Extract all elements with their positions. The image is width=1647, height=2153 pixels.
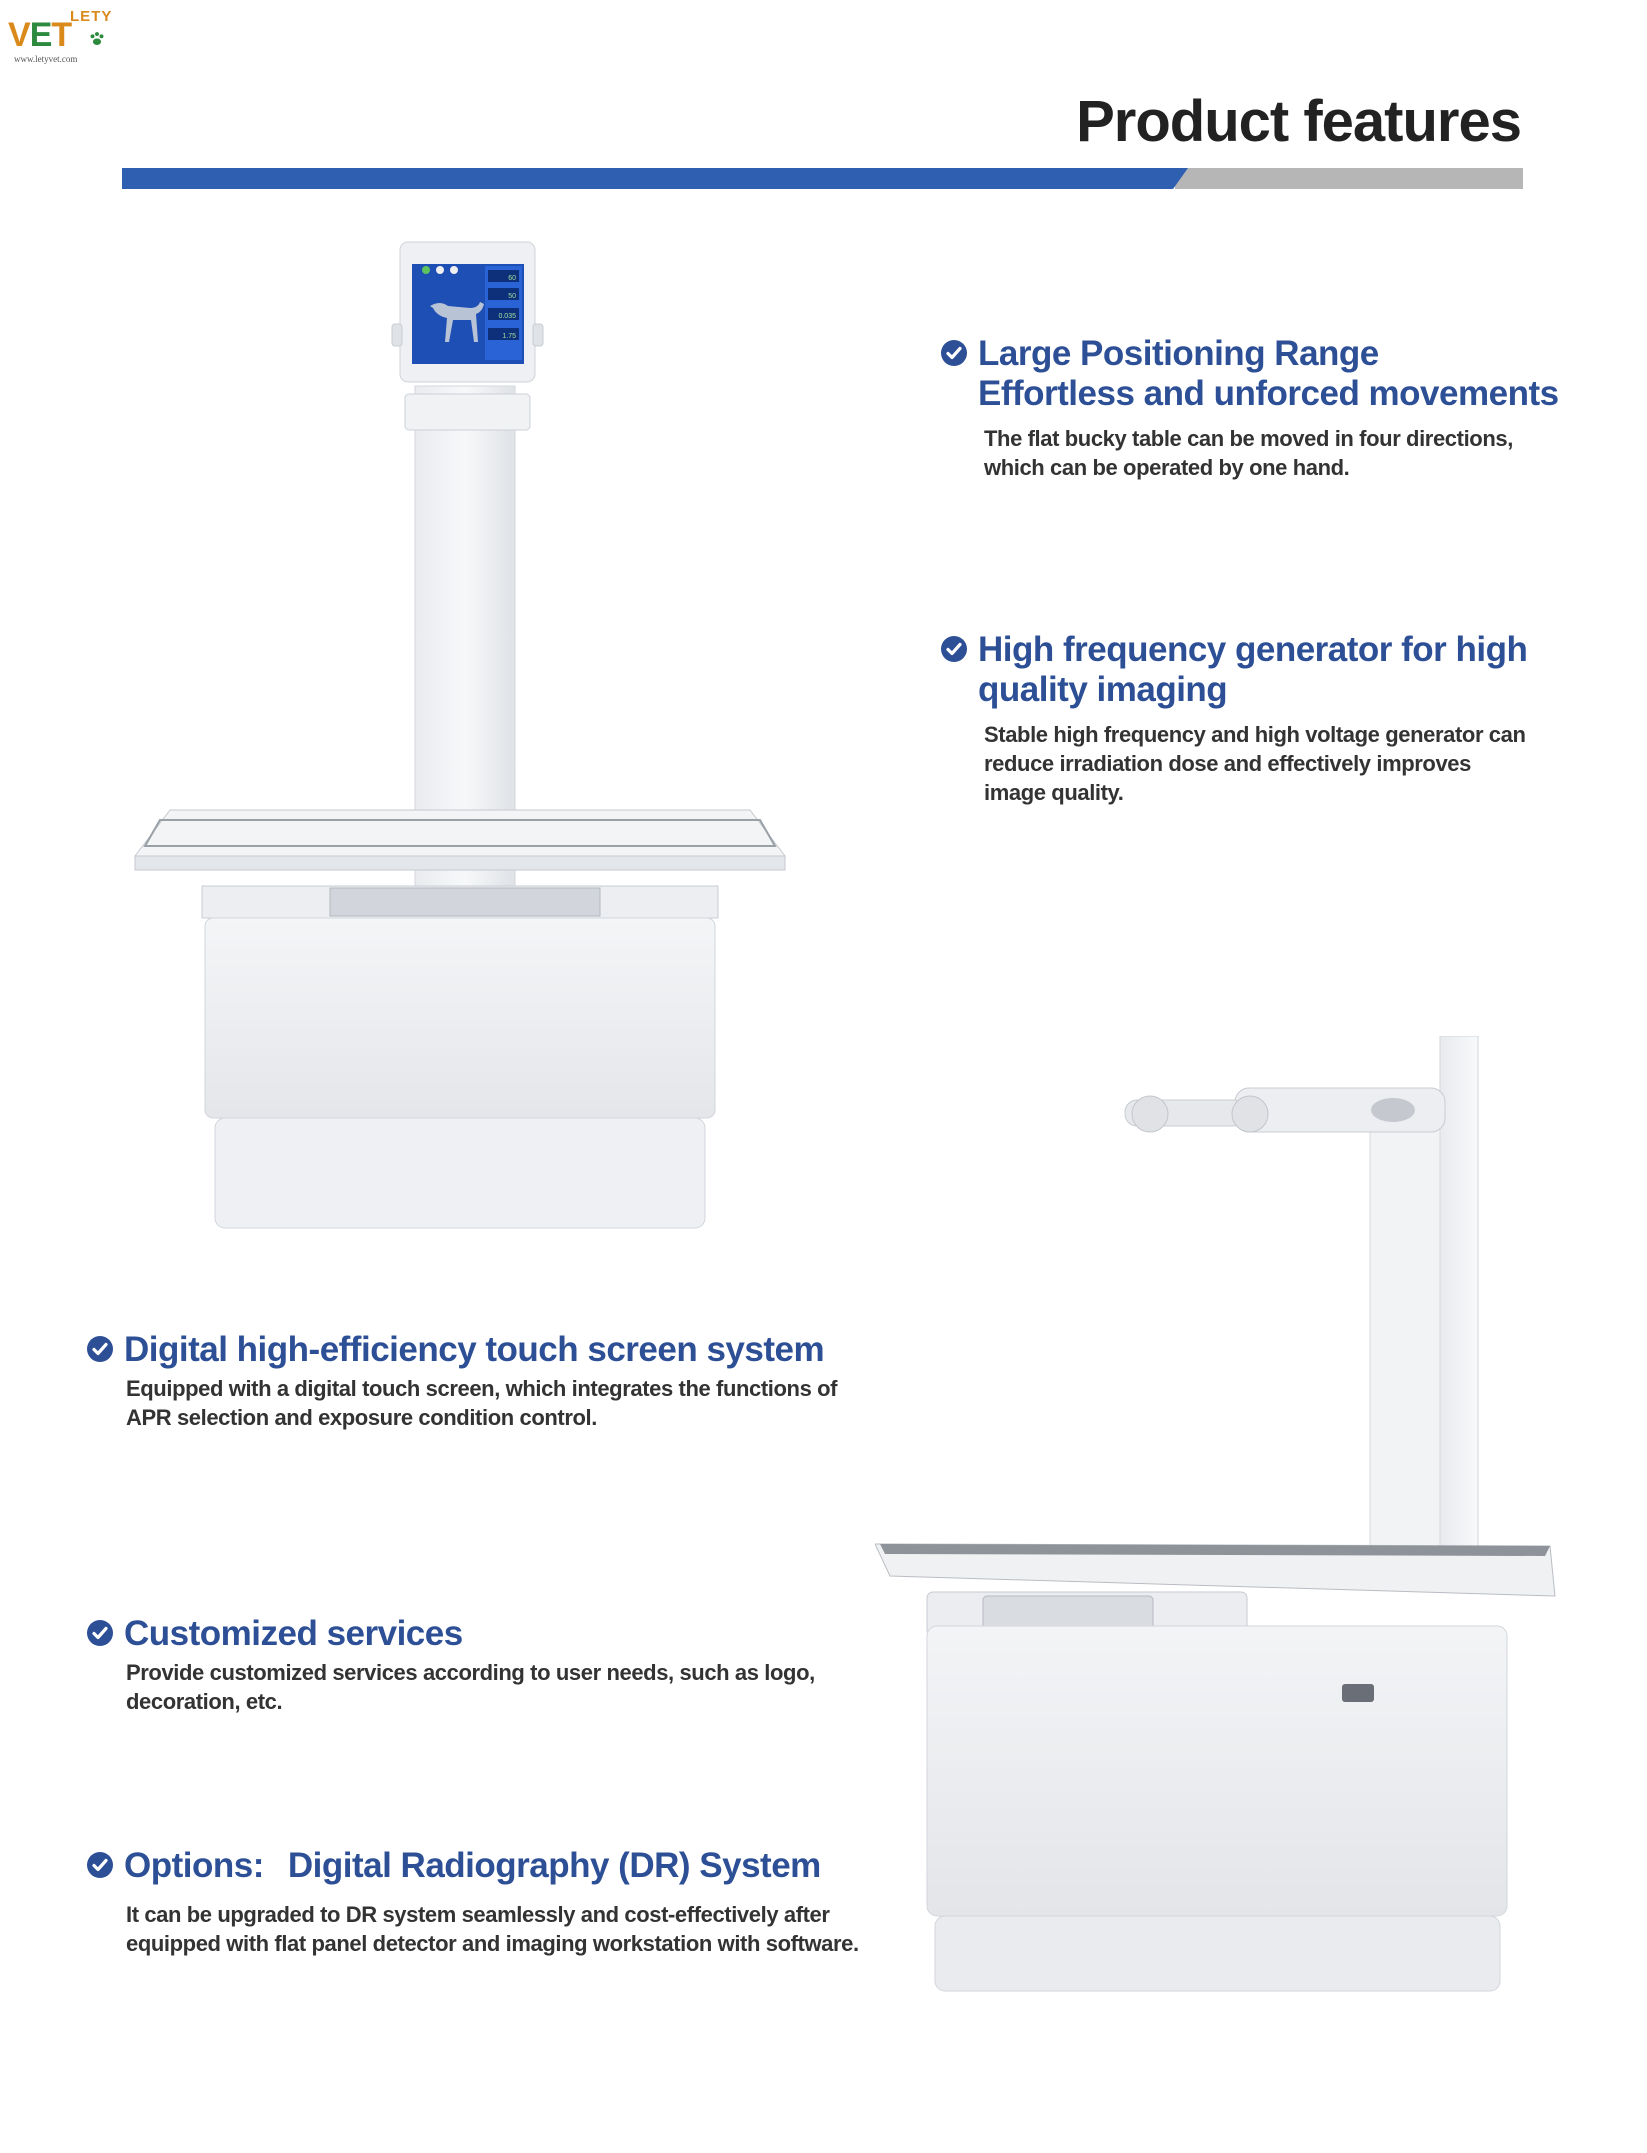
screen-value-4: 1.75	[502, 333, 516, 340]
feature-description: Stable high frequency and high voltage generator can reduce irradiation dose and effectively improves image quality.	[984, 722, 1526, 805]
check-circle-icon	[86, 1335, 114, 1363]
feature-description: Equipped with a digital touch screen, which integrates the functions of APR selection and exposure condition control.	[126, 1376, 838, 1430]
paw-icon	[88, 30, 106, 48]
feature-title: High frequency generator for high quality imaging	[978, 630, 1528, 709]
feature-title: Options: Digital Radiography (DR) System	[124, 1846, 821, 1885]
screen-value-3: 0.035	[498, 313, 516, 320]
check-circle-icon	[940, 635, 968, 663]
title-underline-gray	[1175, 168, 1523, 189]
feature-title: Large Positioning Range Effortless and unforced movements	[978, 334, 1559, 413]
feature-large-positioning-range	[940, 334, 1559, 482]
screen-value-2: 50	[508, 293, 516, 300]
feature-description: It can be upgraded to DR system seamlessly and cost-effectively after equipped with flat panel detector and imaging workstation with software.	[126, 1902, 859, 1956]
title-underline-blue	[122, 168, 1188, 189]
feature-title: Customized services	[124, 1614, 463, 1653]
screen-value-1: 60	[508, 275, 516, 282]
feature-high-frequency-generator	[940, 630, 1527, 807]
logo-top-text: LETY	[70, 8, 113, 25]
xray-table-vertical-illustration	[130, 236, 790, 1246]
xray-table-arm-illustration	[875, 1036, 1565, 1996]
logo-url: www.letyvet.com	[14, 54, 78, 64]
feature-customized-services	[86, 1614, 815, 1716]
logo-main-text: VET	[8, 16, 72, 54]
check-circle-icon	[86, 1851, 114, 1879]
feature-dr-system-option	[86, 1846, 859, 1958]
page-title: Product features	[1076, 89, 1521, 154]
check-circle-icon	[940, 339, 968, 367]
check-circle-icon	[86, 1619, 114, 1647]
feature-description: The flat bucky table can be moved in four directions, which can be operated by one hand.	[984, 426, 1513, 480]
feature-title: Digital high-efficiency touch screen system	[124, 1330, 825, 1369]
feature-touch-screen-system	[86, 1330, 837, 1432]
feature-description: Provide customized services according to user needs, such as logo, decoration, etc.	[126, 1660, 815, 1714]
brand-logo	[8, 8, 113, 68]
